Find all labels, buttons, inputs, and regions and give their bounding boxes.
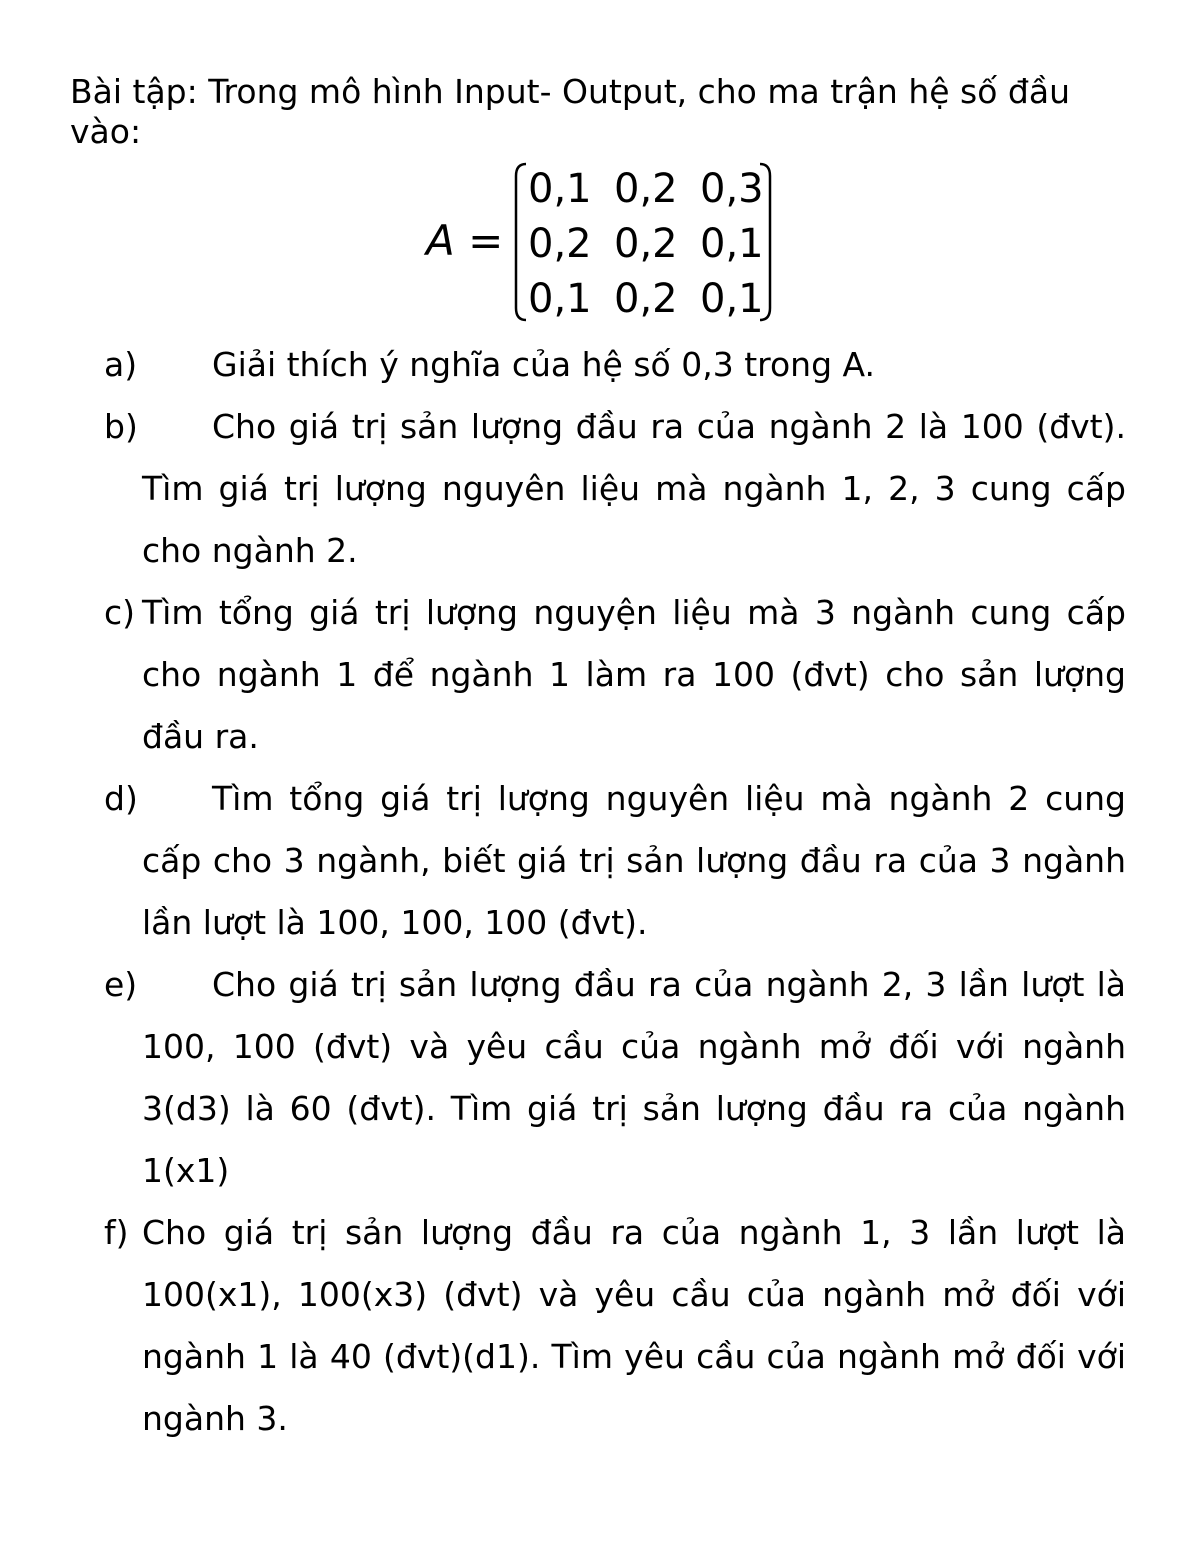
matrix-left-bracket — [512, 162, 528, 322]
question-marker: b) — [104, 407, 138, 446]
matrix-cell: 0,1 — [528, 166, 592, 212]
matrix-row — [528, 272, 762, 327]
question-item — [0, 954, 1200, 1202]
matrix-grid — [528, 162, 762, 327]
matrix-equals: = — [468, 216, 504, 265]
question-marker: d) — [104, 779, 138, 818]
matrix-symbol: A — [426, 216, 455, 265]
matrix-right-bracket — [758, 162, 774, 322]
matrix-cell: 0,1 — [700, 221, 764, 267]
question-text: Tìm tổng giá trị lượng nguyện liệu mà 3 ngành cung cấp cho ngành 1 để ngành 1 làm ra 100 (đvt) cho sản lượng đầu ra. — [142, 593, 1126, 756]
exercise-questions — [0, 334, 1200, 1450]
question-item — [0, 768, 1200, 954]
matrix-row — [528, 217, 762, 272]
question-marker: f) — [104, 1213, 129, 1252]
question-marker: e) — [104, 965, 138, 1004]
matrix-cell: 0,2 — [614, 221, 678, 267]
question-item — [0, 1202, 1200, 1450]
question-text: Tìm tổng giá trị lượng nguyên liệu mà ngành 2 cung cấp cho 3 ngành, biết giá trị sản lượng đầu ra của 3 ngành lần lượt là 100, 100, 100 (đvt). — [142, 779, 1126, 942]
question-item — [0, 396, 1200, 582]
exercise-intro: Bài tập: Trong mô hình Input- Output, cho ma trận hệ số đầu vào: — [70, 72, 1071, 151]
matrix-row — [528, 162, 762, 217]
question-text: Cho giá trị sản lượng đầu ra của ngành 2, 3 lần lượt là 100, 100 (đvt) và yêu cầu của ngành mở đối với ngành 3(d3) là 60 (đvt). Tìm giá trị sản lượng đầu ra của ngành 1(x1) — [142, 965, 1126, 1190]
question-item — [0, 582, 1200, 768]
question-marker: c) — [104, 593, 136, 632]
matrix-cell: 0,2 — [614, 276, 678, 322]
question-item — [0, 334, 1200, 396]
question-text: Giải thích ý nghĩa của hệ số 0,3 trong A. — [212, 345, 875, 384]
matrix-lhs — [426, 216, 503, 266]
matrix-cell: 0,2 — [614, 166, 678, 212]
question-marker: a) — [104, 345, 138, 384]
coefficient-matrix — [426, 158, 796, 328]
matrix-cell: 0,1 — [700, 276, 764, 322]
matrix-cell: 0,3 — [700, 166, 764, 212]
question-text: Cho giá trị sản lượng đầu ra của ngành 2 là 100 (đvt). Tìm giá trị lượng nguyên liệu mà ngành 1, 2, 3 cung cấp cho ngành 2. — [142, 407, 1126, 570]
matrix-cell: 0,2 — [528, 221, 592, 267]
question-text: Cho giá trị sản lượng đầu ra của ngành 1, 3 lần lượt là 100(x1), 100(x3) (đvt) và yêu cầu của ngành mở đối với ngành 1 là 40 (đvt)(d1). Tìm yêu cầu của ngành mở đối với ngành 3. — [142, 1213, 1126, 1438]
matrix-cell: 0,1 — [528, 276, 592, 322]
